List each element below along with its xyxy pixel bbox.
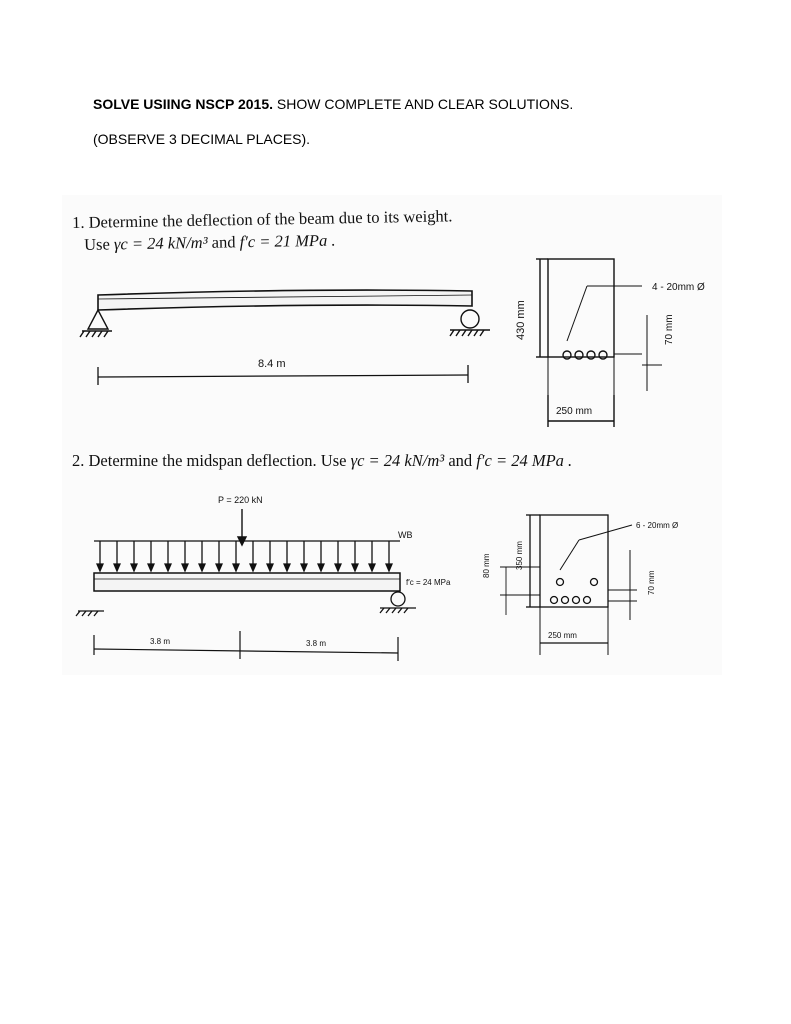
and-label-2: and <box>444 451 477 470</box>
problem-image <box>62 195 722 675</box>
load-arrowhead <box>284 564 290 571</box>
instruction-line-1 <box>93 96 573 112</box>
span-right-label: 3.8 m <box>306 639 327 648</box>
span-dimension-2 <box>94 631 398 661</box>
point-load-arrow <box>238 509 246 545</box>
section1 <box>536 259 662 427</box>
load-arrowhead <box>131 564 137 571</box>
section2-height-label: 350 mm <box>515 541 524 570</box>
problem1-fc: f′c = 21 MPa . <box>239 230 336 252</box>
load-arrowhead <box>335 564 341 571</box>
section2-depth80-label: 80 mm <box>482 553 491 578</box>
load-arrowhead <box>165 564 171 571</box>
instruction-rest: SHOW COMPLETE AND CLEAR SOLUTIONS. <box>273 96 574 112</box>
load-arrowhead <box>148 564 154 571</box>
load-arrowhead <box>97 564 103 571</box>
load-arrowhead <box>352 564 358 571</box>
load-label: P = 220 kN <box>218 495 263 505</box>
section1-height-label: 430 mm <box>515 300 527 340</box>
problem1-number: 1. <box>72 212 85 232</box>
span-label-1: 8.4 m <box>258 358 286 370</box>
load-arrowhead <box>216 564 222 571</box>
load-arrowhead <box>233 564 239 571</box>
section2-cover-label: 70 mm <box>647 570 656 595</box>
span-left-label: 3.8 m <box>150 637 171 646</box>
wb-label: WB <box>398 530 413 540</box>
roller-support-icon <box>450 310 490 336</box>
section2-width-label: 250 mm <box>548 631 577 640</box>
problem2-prefix: Determine the midspan deflection. Use <box>88 451 351 470</box>
load-arrowhead <box>369 564 375 571</box>
pin-support-icon <box>80 310 112 337</box>
instruction-line-2: (OBSERVE 3 DECIMAL PLACES). <box>93 131 311 147</box>
load-arrowhead <box>386 564 392 571</box>
load-arrowhead <box>318 564 324 571</box>
load-arrowhead <box>182 564 188 571</box>
distributed-load <box>94 541 400 571</box>
problem2-fc: f′c = 24 MPa . <box>476 451 573 470</box>
diagrams-svg <box>62 195 722 675</box>
fc-label: f′c = 24 MPa <box>406 578 451 587</box>
section1-width-label: 250 mm <box>556 406 593 417</box>
instruction-bold: SOLVE USIING NSCP 2015. <box>93 96 273 112</box>
roller-support-icon-2 <box>380 592 416 613</box>
problem1-gamma: γc = 24 kN/m³ <box>113 232 208 254</box>
section1-cover-label: 70 mm <box>664 314 675 345</box>
pin-support-icon-2 <box>76 611 104 616</box>
load-arrowhead <box>301 564 307 571</box>
load-arrowhead <box>114 564 120 571</box>
section1-bars-label: 4 - 20mm Ø <box>652 282 705 293</box>
section2-bars-label: 6 - 20mm Ø <box>636 521 679 530</box>
beam2 <box>94 573 400 591</box>
and-label: and <box>207 232 240 252</box>
problem1-line1: Determine the deflection of the beam due to its weight. <box>88 206 453 232</box>
load-arrowhead <box>267 564 273 571</box>
load-arrowhead <box>250 564 256 571</box>
use-label: Use <box>84 234 115 254</box>
problem2-number: 2. <box>72 451 85 470</box>
problem2-gamma: γc = 24 kN/m³ <box>350 451 445 470</box>
load-arrowhead <box>199 564 205 571</box>
beam1 <box>98 290 472 310</box>
